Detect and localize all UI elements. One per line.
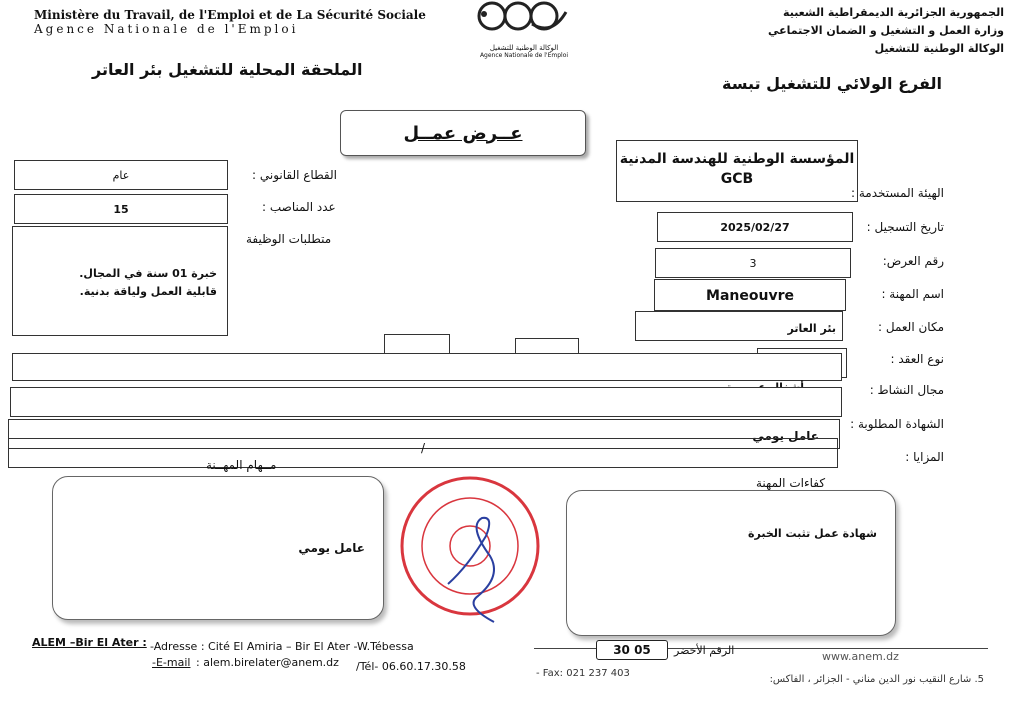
label-tasks: مــهام المهــنة: [206, 458, 277, 472]
diploma-value: عامل يومي: [752, 429, 819, 443]
green-number: 30 05: [613, 643, 651, 657]
label-posts: عدد المناصب :: [262, 200, 336, 214]
official-stamp: [398, 476, 548, 626]
workplace-field: [635, 311, 843, 341]
header-ar-line2: وزارة العمل و التشغيل و الضمان الاجتماعي: [768, 24, 1004, 37]
office-regional: الفرع الولائي للتشغيل تبسة: [722, 74, 942, 93]
legal-sector-value: عام: [112, 169, 130, 182]
stamp-icon: [398, 476, 548, 626]
header-ar-line1: الجمهورية الجزائرية الديمقراطية الشعبية: [783, 6, 1004, 19]
label-contract: نوع العقد :: [890, 352, 944, 366]
footer-email-label[interactable]: -E-mail: [152, 656, 191, 669]
label-employer: الهيئة المستخدمة :: [850, 186, 944, 200]
anem-logo: [462, 0, 586, 58]
label-competences: كفاءات المهنة: [756, 476, 826, 490]
employer-name: المؤسسة الوطنية للهندسة المدنية: [619, 151, 855, 167]
legal-sector-field: [14, 160, 228, 190]
footer-alem: ALEM –Bir El Ater :: [32, 636, 147, 649]
footer-fax: - Fax: 021 237 403: [536, 668, 630, 679]
posts-field: [14, 194, 228, 224]
offer-no-value: 3: [749, 257, 757, 270]
footer-address: -Adresse : Cité El Amiria – Bir El Ater -W.Tébessa: [150, 640, 414, 653]
footer-website[interactable]: www.anem.dz: [822, 650, 899, 663]
footer-tel: /Tél- 06.60.17.30.58: [356, 660, 466, 673]
competences-box: [566, 490, 896, 636]
footer-email[interactable]: : alem.birelater@anem.dz: [196, 656, 339, 669]
title-box: [340, 110, 586, 156]
requirements-field: [12, 226, 228, 336]
benefits-field: [8, 438, 838, 468]
label-reg-date: تاريخ التسجيل :: [866, 220, 944, 234]
logo-caption-ar: الوكالة الوطنية للتشغيل: [489, 44, 559, 52]
reg-date-field: [657, 212, 853, 242]
page-title: عــرض عمــل: [403, 122, 523, 144]
header-fr-line2: Agence Nationale de l'Emploi: [34, 22, 299, 36]
competences-value: شهادة عمل تثبت الخبرة: [748, 527, 877, 540]
label-benefits: المزايا :: [905, 450, 944, 464]
job-name-value: Maneouvre: [706, 288, 794, 304]
green-number-box: [596, 640, 668, 660]
activity-field-2: [10, 387, 842, 417]
activity-field: [12, 353, 842, 381]
tasks-box: [52, 476, 384, 620]
label-requirements: متطلبات الوظيفة: [246, 232, 332, 246]
workplace-value: بئر العاتر: [787, 322, 836, 335]
offer-no-field: [655, 248, 851, 278]
footer-address-ar: 5. شارع النقيب نور الدين مناني - الجزائر ، الفاكس:: [769, 674, 984, 685]
label-offer-no: رقم العرض:: [882, 254, 944, 268]
header-ar-line3: الوكالة الوطنية للتشغيل: [874, 42, 1004, 55]
label-legal-sector: القطاع القانوني :: [252, 168, 337, 182]
benefits-value: /: [420, 441, 426, 455]
label-diploma: الشهادة المطلوبة :: [850, 417, 944, 431]
posts-value: 15: [113, 203, 129, 216]
anem-logo-icon: [462, 0, 586, 40]
green-number-label: الرقم الأخضر: [674, 644, 735, 657]
employer-code: GCB: [720, 171, 754, 187]
job-name-field: [654, 279, 846, 311]
label-job-name: اسم المهنة :: [881, 287, 944, 301]
req-line1: خبرة 01 سنة في المجال.: [79, 267, 217, 280]
office-local: الملحقة المحلية للتشغيل بئر العاتر: [92, 60, 363, 79]
header-fr-line1: Ministère du Travail, de l'Emploi et de La Sécurité Sociale: [34, 8, 426, 22]
label-activity: مجال النشاط :: [869, 383, 944, 397]
tasks-value: عامل يومي: [298, 541, 365, 555]
logo-caption-fr: Agence Nationale de l'Emploi: [479, 52, 569, 59]
employer-box: [616, 140, 858, 202]
label-workplace: مكان العمل :: [878, 320, 944, 334]
reg-date-value: 2025/02/27: [720, 221, 790, 234]
req-line2: قابلية العمل ولياقة بدنية.: [79, 285, 217, 298]
